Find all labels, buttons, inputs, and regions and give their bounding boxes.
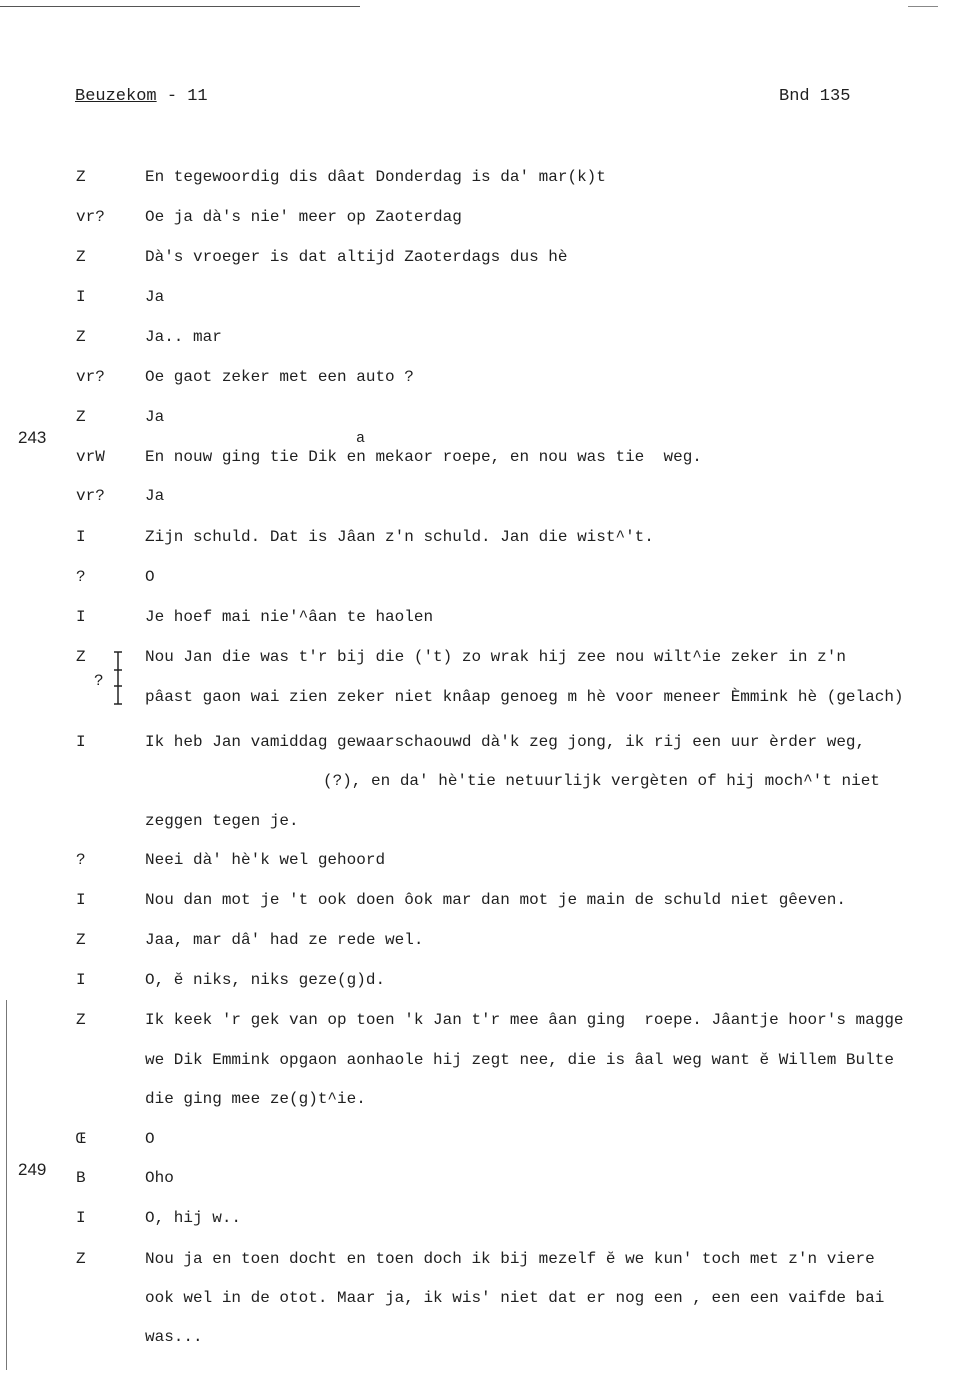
transcript-line	[0, 408, 954, 430]
utterance-text: Ja	[145, 408, 165, 426]
utterance-text: Ja	[145, 288, 165, 306]
header-separator: -	[166, 87, 178, 106]
utterance-text: Jaa, mar dâ' had ze rede wel.	[145, 931, 424, 949]
utterance-text: die ging mee ze(g)t^ie.	[145, 1090, 366, 1108]
transcript-line	[0, 1090, 954, 1112]
speaker-label: Z	[76, 931, 86, 949]
superscript-annotation: a	[356, 430, 366, 447]
utterance-text: we Dik Emmink opgaon aonhaole hij zegt nee, die is âal weg want ĕ Willem Bulte	[145, 1051, 894, 1069]
transcript-line	[0, 1051, 954, 1073]
utterance-text: zeggen tegen je.	[145, 812, 299, 830]
speaker-label: Z	[76, 1250, 86, 1268]
transcript-line	[0, 1289, 954, 1311]
utterance-text: O, hij w..	[145, 1209, 242, 1227]
speaker-label: B	[76, 1169, 86, 1187]
transcript-line	[0, 1328, 954, 1350]
utterance-text: Nou ja en toen docht en toen doch ik bij mezelf ĕ we kun' toch met z'n viere	[145, 1250, 875, 1268]
speaker-label: Z	[76, 168, 86, 186]
utterance-text: En tegewoordig dis dâat Donderdag is da' mar(k)t	[145, 168, 606, 186]
utterance-text: En nouw ging tie Dik en mekaor roepe, en nou was tie weg.	[145, 448, 702, 466]
utterance-text: Ja.. mar	[145, 328, 222, 346]
transcript-line	[0, 891, 954, 913]
utterance-text: Nou dan mot je 't ook doen ôok mar dan mot je main de schuld niet gêeven.	[145, 891, 846, 909]
utterance-text: Ja	[145, 487, 165, 505]
utterance-continuation: (?), en da' hè'tie netuurlijk vergèten of hij moch^'t niet	[323, 772, 880, 790]
utterance-text: O	[145, 1130, 155, 1148]
speaker-label: vr?	[76, 487, 105, 505]
transcript-line	[0, 328, 954, 350]
speaker-label: vr?	[76, 368, 105, 386]
speaker-label: ?	[76, 568, 86, 586]
transcript-line	[0, 772, 954, 794]
top-rule-right	[908, 6, 938, 7]
speaker-label: I	[76, 1209, 86, 1227]
header-page-number: 11	[187, 87, 208, 106]
speaker-label: Œ	[76, 1130, 86, 1148]
transcript-line	[0, 812, 954, 834]
transcript-line	[0, 528, 954, 550]
transcript-line	[0, 688, 954, 710]
transcript-line	[0, 1130, 954, 1152]
speaker-label: Z	[76, 1011, 86, 1029]
speaker-label: vr?	[76, 208, 105, 226]
page-header-left	[75, 87, 208, 106]
transcript-line	[0, 1011, 954, 1033]
margin-number-249: 249	[18, 1160, 47, 1179]
speaker-label: I	[76, 891, 86, 909]
speaker-label: vrW	[76, 448, 105, 466]
utterance-text: Dà's vroeger is dat altijd Zaoterdags dus hè	[145, 248, 568, 266]
transcript-line	[0, 1169, 954, 1191]
utterance-text: Oho	[145, 1169, 174, 1187]
transcript-line	[0, 648, 954, 670]
transcript-line	[0, 487, 954, 509]
utterance-text: Nou Jan die was t'r bij die ('t) zo wrak hij zee nou wilt^ie zeker in z'n	[145, 648, 846, 666]
header-place: Beuzekom	[75, 87, 157, 106]
utterance-text: Oe ja dà's nie' meer op Zaoterdag	[145, 208, 462, 226]
utterance-text: Ik heb Jan vamiddag gewaarschaouwd dà'k zeg jong, ik rij een uur èrder weg,	[145, 733, 866, 751]
header-band: Bnd 135	[779, 87, 851, 106]
transcript-line	[0, 851, 954, 873]
transcript-line	[0, 931, 954, 953]
speaker-label: I	[76, 528, 86, 546]
utterance-text: ook wel in de otot. Maar ja, ik wis' niet dat er nog een , een een vaifde bai	[145, 1289, 885, 1307]
transcript-line	[0, 1209, 954, 1231]
transcript-line	[0, 971, 954, 993]
utterance-text: Je hoef mai nie'^âan te haolen	[145, 608, 434, 626]
speaker-label: I	[76, 288, 86, 306]
transcript-line	[0, 1250, 954, 1272]
utterance-text: O, ĕ niks, niks geze(g)d.	[145, 971, 386, 989]
utterance-text: pâast gaon wai zien zeker niet knâap genoeg m hè voor meneer Èmmink hè (gelach)	[145, 688, 904, 706]
transcript-line	[0, 288, 954, 310]
speaker-label: Z	[76, 248, 86, 266]
transcript-line	[0, 168, 954, 190]
utterance-text: was...	[145, 1328, 203, 1346]
speaker-label: Z	[76, 328, 86, 346]
transcript-line	[0, 608, 954, 630]
speaker-label: ?	[76, 851, 86, 869]
transcript-line	[0, 248, 954, 270]
speaker-label: I	[76, 733, 86, 751]
transcript-line	[0, 208, 954, 230]
utterance-text: O	[145, 568, 155, 586]
top-rule	[0, 6, 360, 7]
transcript-line	[0, 733, 954, 755]
transcript-line	[0, 568, 954, 590]
speaker-label: I	[76, 608, 86, 626]
utterance-text: Ik keek 'r gek van op toen 'k Jan t'r mee âan ging roepe. Jâantje hoor's magge	[145, 1011, 904, 1029]
utterance-text: Oe gaot zeker met een auto ?	[145, 368, 414, 386]
speaker-label: Z	[76, 408, 86, 426]
utterance-text: Neei dà' hè'k wel gehoord	[145, 851, 386, 869]
margin-number-243: 243	[18, 428, 47, 447]
transcript-line	[0, 448, 954, 470]
speaker-label: I	[76, 971, 86, 989]
bracket-speaker: ?	[94, 672, 104, 690]
speaker-label: Z	[76, 648, 86, 666]
transcript-line	[0, 368, 954, 390]
utterance-text: Zijn schuld. Dat is Jâan z'n schuld. Jan die wist^'t.	[145, 528, 654, 546]
